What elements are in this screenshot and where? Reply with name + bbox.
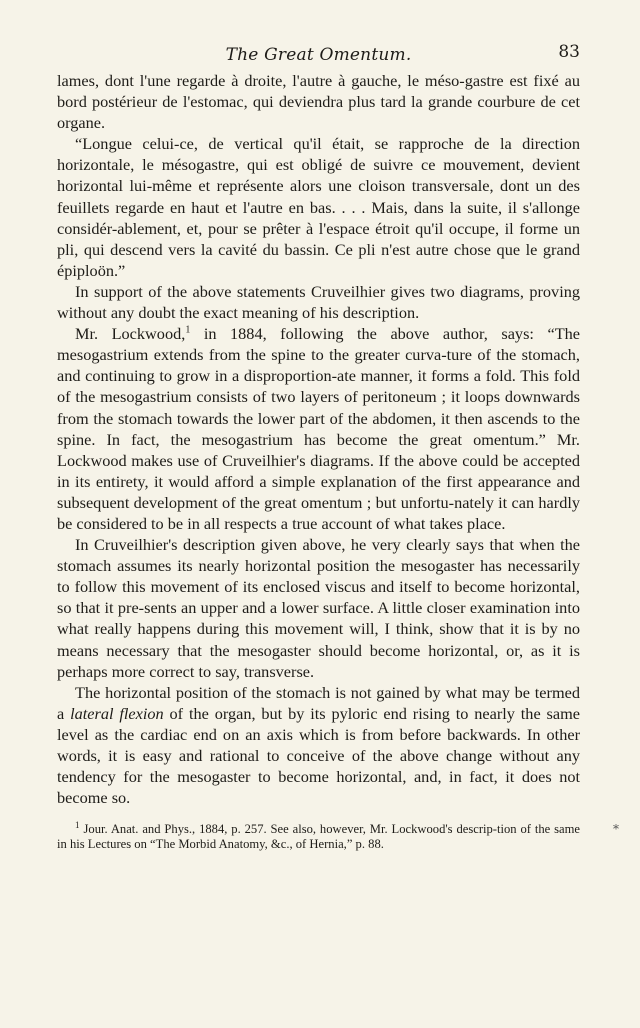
paragraph-6 [57,682,580,809]
body-text [57,70,580,808]
paragraph-4-lead: Mr. Lockwood, [75,324,186,344]
paragraph-3: In support of the above statements Cruveilhier gives two diagrams, proving without any doubt the exact meaning of his description. [57,281,580,323]
running-title: The Great Omentum. [225,45,412,65]
paragraph-4-rest: in 1884, following the above author, says: “The mesogastrium extends from the spine to the greater curva-ture of the stomach, and continuing to grow in a disproportion-ate manner, it forms a fold. This fold of the mesogastrium consists of two layers of peritoneum ; it loops downwards from the stomach towards the lower part of the abdomen, it then ascends to the spine. In fact, the mesogastrium has become the great omentum.” Mr. Lockwood makes use of Cruveilhier's diagrams. If the above could be accepted in its entirety, it would afford a simple explanation of the first appearance and subsequent development of the great omentum ; but unfortu-nately it can hardly be considered to be in all respects a true account of what takes place. [57,324,581,533]
emphasis-lateral-flexion: lateral flexion [70,703,164,723]
paragraph-6-rest: of the organ, but by its pyloric end rising to nearly the same level as the cardiac end on an axis which is from before backwards. In other words, it is easy and rational to conceive of the above change without any tendency for the mesogaster to become horizontal, and, in fact, it does not become so. [57,703,580,808]
footnote-marker: 1 [75,820,80,831]
paragraph-5: In Cruveilhier's description given above, he very clearly says that when the stomach assumes its nearly horizontal position the mesogaster has necessarily to follow this movement of its enclosed viscus and itself to become horizontal, so that it pre-sents an upper and a lower surface. A little closer examination into what really happens during this movement will, I think, show that it is by no means necessary that the mesogaster should become horizontal, or, as it is perhaps more correct to say, transverse. [57,535,580,681]
footnote-text: Jour. Anat. and Phys., 1884, p. 257. See also, however, Mr. Lockwood's descrip-tion of the same in his Lectures on “The Morbid Anatomy, &c., of Hernia,” p. 88. [57,822,580,852]
margin-mark: * [613,822,619,836]
paragraph-6-lead: The horizontal position of the stomach is not gained by what may be termed a [57,682,580,723]
paragraph-4 [57,323,580,534]
paragraph-2: “Longue celui-ce, de vertical qu'il était, se rapproche de la direction horizontale, le mésogastre, qui est obligé de suivre ce mouvement, devient horizontal lui-même et représente alors une cloison transversale, dont un des feuillets regarde en haut et l'autre en bas. . . . Mais, dans la suite, il s'allonge considér-ablement, et, pour se prêter à l'espace étroit qu'il occupe, il forme un pli, qui descend vers la cavité du bassin. Ce pli n'est autre chose que le grand épiploön.” [57,134,580,280]
page-number: 83 [558,42,580,62]
footnote [57,822,580,852]
footnote-reference: 1 [185,324,191,336]
paragraph-1: lames, dont l'une regarde à droite, l'autre à gauche, le méso-gastre est fixé au bord postérieur de l'estomac, qui deviendra plus tard la grande courbure de cet organe. [57,71,580,133]
running-head [57,0,580,70]
